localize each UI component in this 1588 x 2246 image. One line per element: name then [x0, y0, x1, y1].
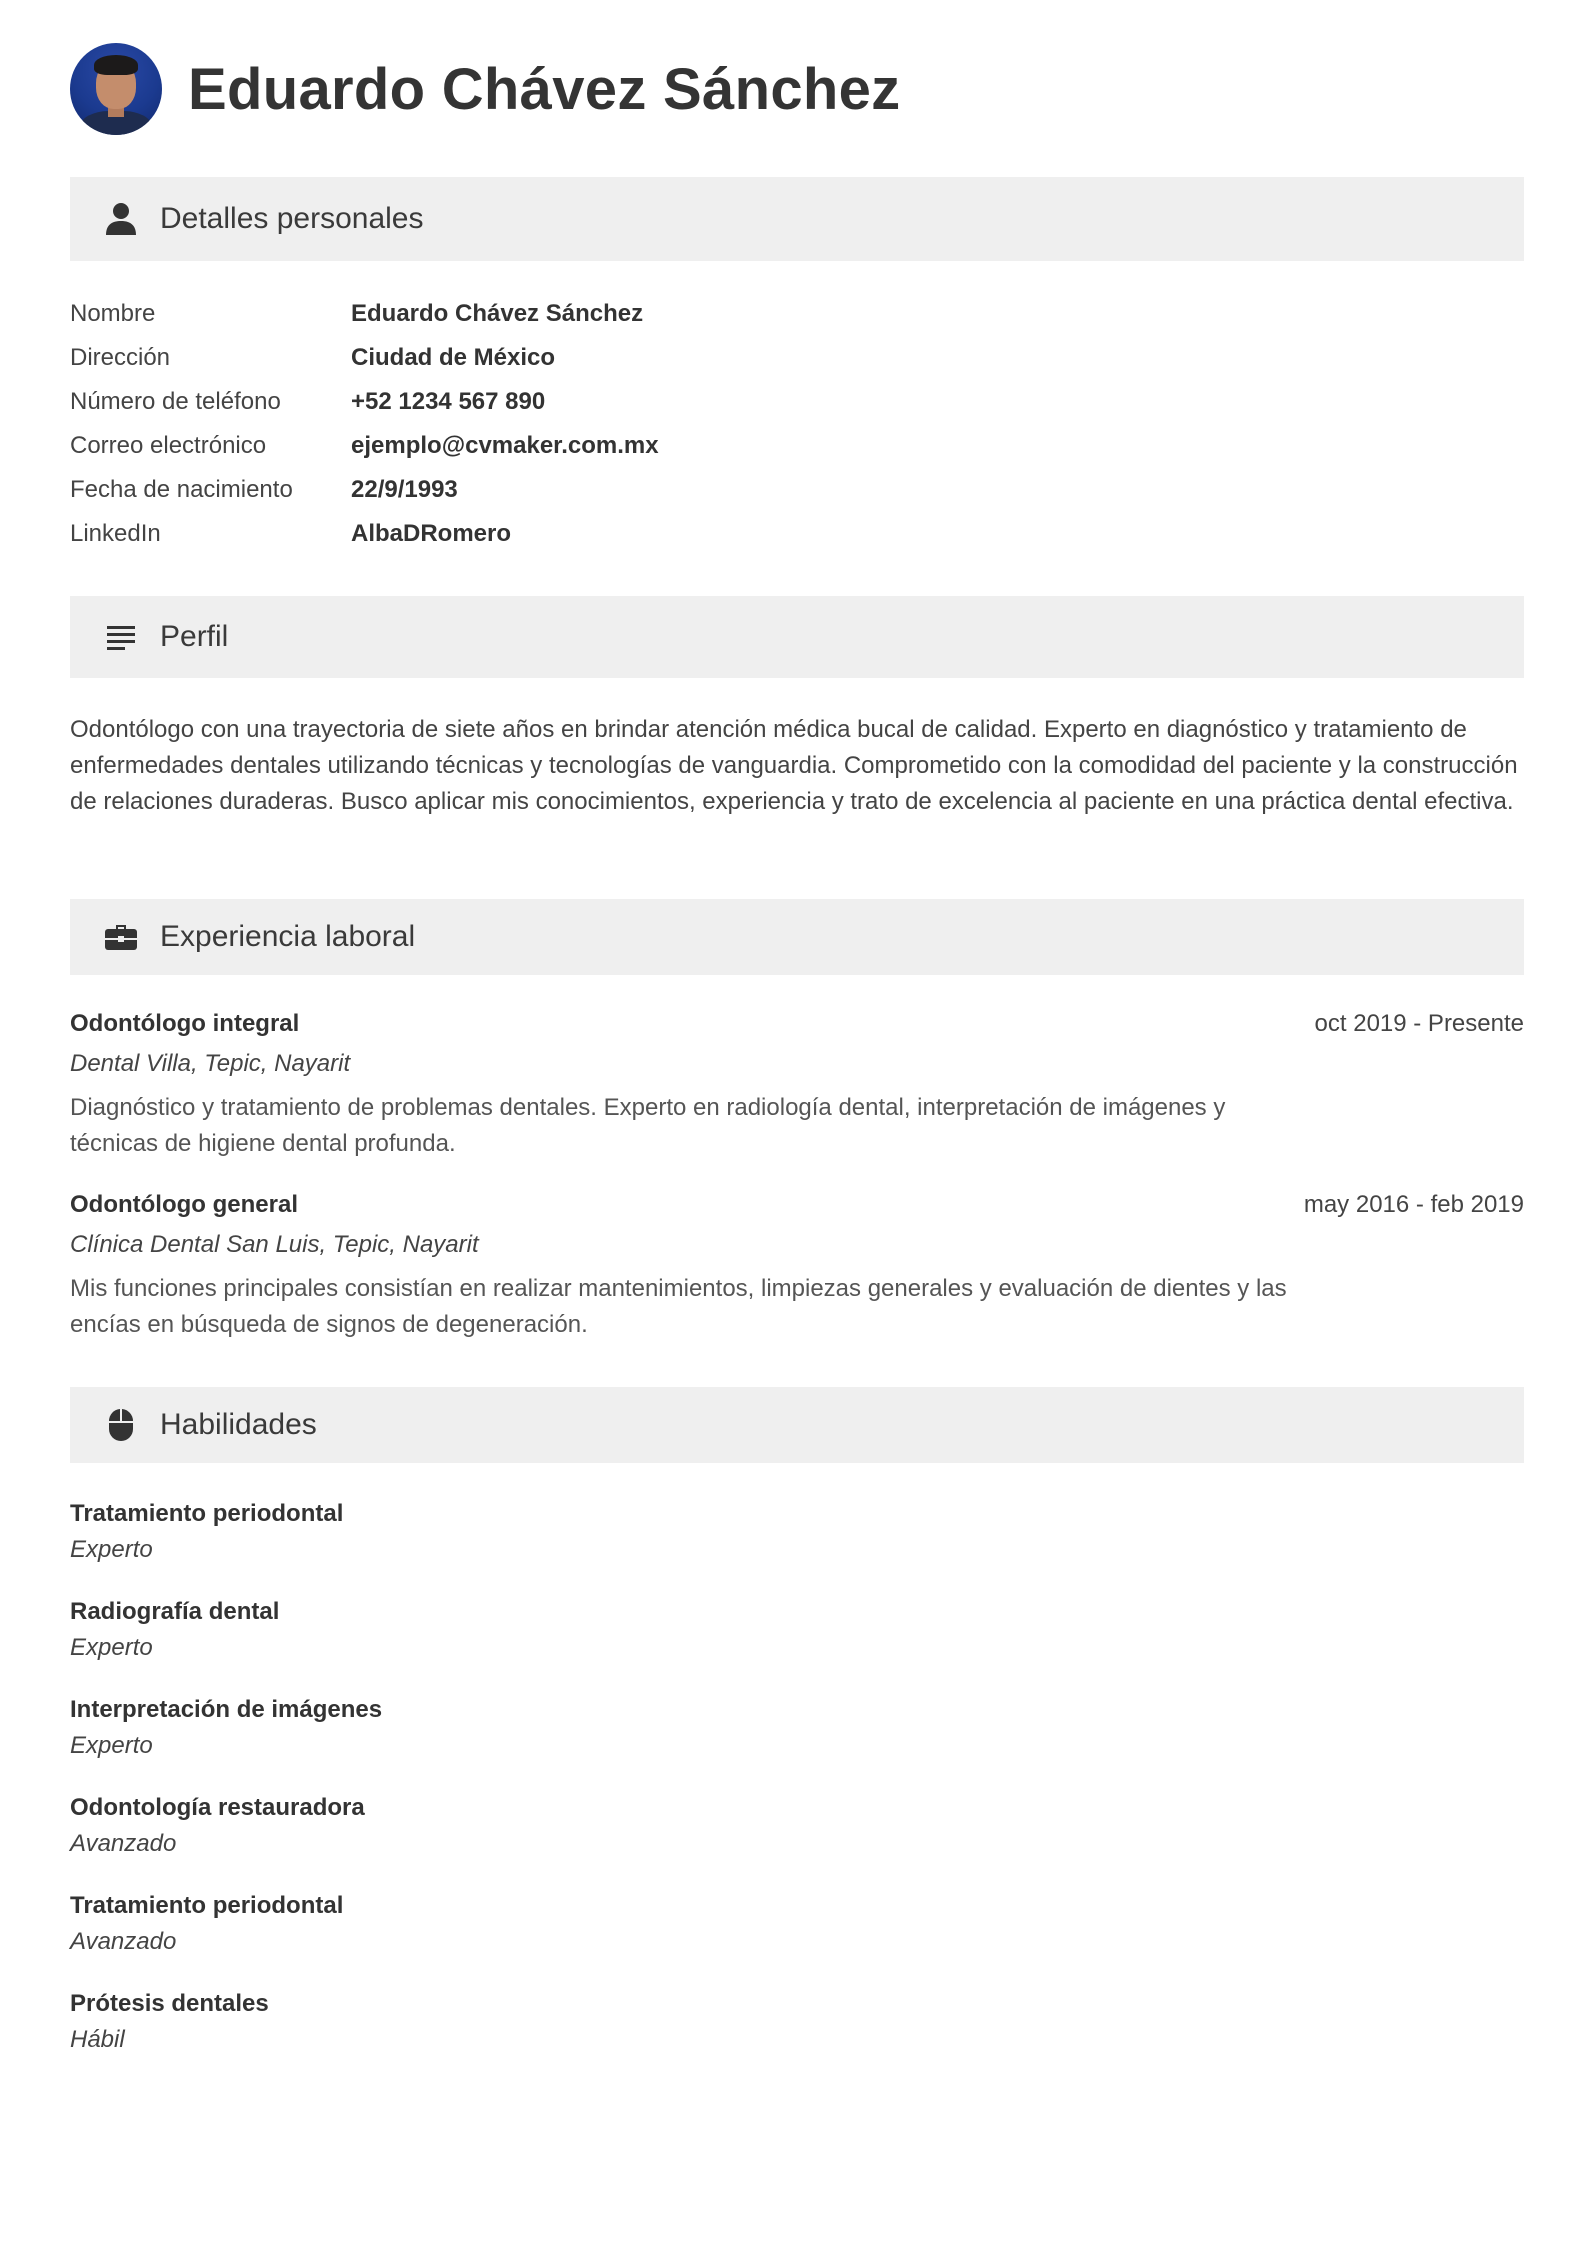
- skill-level: Avanzado: [70, 1928, 177, 1955]
- detail-row: [70, 380, 659, 424]
- skill-item: [70, 1496, 382, 1594]
- skill-item: [70, 1986, 382, 2084]
- detail-label: Fecha de nacimiento: [70, 476, 293, 503]
- detail-label: Número de teléfono: [70, 388, 281, 415]
- detail-value: +52 1234 567 890: [351, 388, 546, 415]
- skill-name: Prótesis dentales: [70, 1990, 269, 2017]
- detail-value: Eduardo Chávez Sánchez: [351, 300, 644, 327]
- section-title: Experiencia laboral: [160, 920, 416, 953]
- skill-name: Interpretación de imágenes: [70, 1696, 383, 1723]
- detail-value: Ciudad de México: [351, 344, 556, 371]
- job-entry: [70, 1006, 1524, 1162]
- section-personal-header: [70, 177, 1524, 261]
- person-icon: [104, 202, 138, 236]
- detail-value: 22/9/1993: [351, 476, 458, 503]
- skill-level: Experto: [70, 1536, 153, 1563]
- skill-name: Radiografía dental: [70, 1598, 280, 1625]
- detail-label: Nombre: [70, 300, 156, 327]
- detail-row: [70, 468, 659, 512]
- job-date: oct 2019 - Presente: [1314, 1010, 1524, 1037]
- section-skills-header: [70, 1387, 1524, 1463]
- skill-level: Experto: [70, 1732, 153, 1759]
- skill-level: Hábil: [70, 2026, 125, 2053]
- skill-name: Tratamiento periodontal: [70, 1500, 344, 1527]
- mouse-icon: [104, 1408, 138, 1442]
- skills-list: [70, 1496, 382, 2084]
- detail-label: Correo electrónico: [70, 432, 267, 459]
- detail-label: LinkedIn: [70, 520, 161, 547]
- personal-details: [70, 292, 659, 556]
- job-entry: [70, 1187, 1524, 1343]
- avatar: [70, 43, 162, 135]
- detail-row: [70, 424, 659, 468]
- skill-level: Avanzado: [70, 1830, 177, 1857]
- section-title: Perfil: [160, 620, 229, 653]
- cv-header: [70, 43, 900, 135]
- job-title: Odontólogo general: [70, 1191, 298, 1218]
- lines-icon: [104, 620, 138, 654]
- skill-item: [70, 1594, 382, 1692]
- job-title: Odontólogo integral: [70, 1010, 300, 1037]
- detail-row: [70, 512, 659, 556]
- job-date: may 2016 - feb 2019: [1303, 1191, 1524, 1218]
- detail-value: AlbaDRomero: [351, 520, 512, 547]
- skill-item: [70, 1790, 382, 1888]
- profile-text: Odontólogo con una trayectoria de siete años en brindar atención médica bucal de calidad. Experto en diagnóstico y tratamiento de enfermedades dentales utilizando técnicas y tecnologías de vanguardia. Comprometido con la comodidad del paciente y la construcción de relaciones duraderas. Busco aplicar mis conocimientos, experiencia y trato de excelencia al paciente en una práctica dental efectiva.: [70, 716, 1518, 815]
- skill-item: [70, 1888, 382, 1986]
- job-description: Mis funciones principales consistían en realizar mantenimientos, limpiezas generales y evaluación de dientes y las encías en búsqueda de signos de degeneración.: [70, 1275, 1287, 1338]
- section-title: Detalles personales: [160, 202, 424, 235]
- detail-value: ejemplo@cvmaker.com.mx: [351, 432, 659, 459]
- skill-name: Tratamiento periodontal: [70, 1892, 344, 1919]
- briefcase-icon: [104, 920, 138, 954]
- candidate-name: Eduardo Chávez Sánchez: [188, 56, 901, 122]
- detail-row: [70, 292, 659, 336]
- skill-item: [70, 1692, 382, 1790]
- section-title: Habilidades: [160, 1408, 317, 1441]
- detail-row: [70, 336, 659, 380]
- section-experience-header: [70, 899, 1524, 975]
- job-company: Clínica Dental San Luis, Tepic, Nayarit: [70, 1231, 479, 1258]
- skill-name: Odontología restauradora: [70, 1794, 365, 1821]
- skill-level: Experto: [70, 1634, 153, 1661]
- detail-label: Dirección: [70, 344, 171, 371]
- section-profile-header: [70, 596, 1524, 678]
- job-description: Diagnóstico y tratamiento de problemas dentales. Experto en radiología dental, interpretación de imágenes y técnicas de higiene dental profunda.: [70, 1094, 1226, 1157]
- job-company: Dental Villa, Tepic, Nayarit: [70, 1050, 351, 1077]
